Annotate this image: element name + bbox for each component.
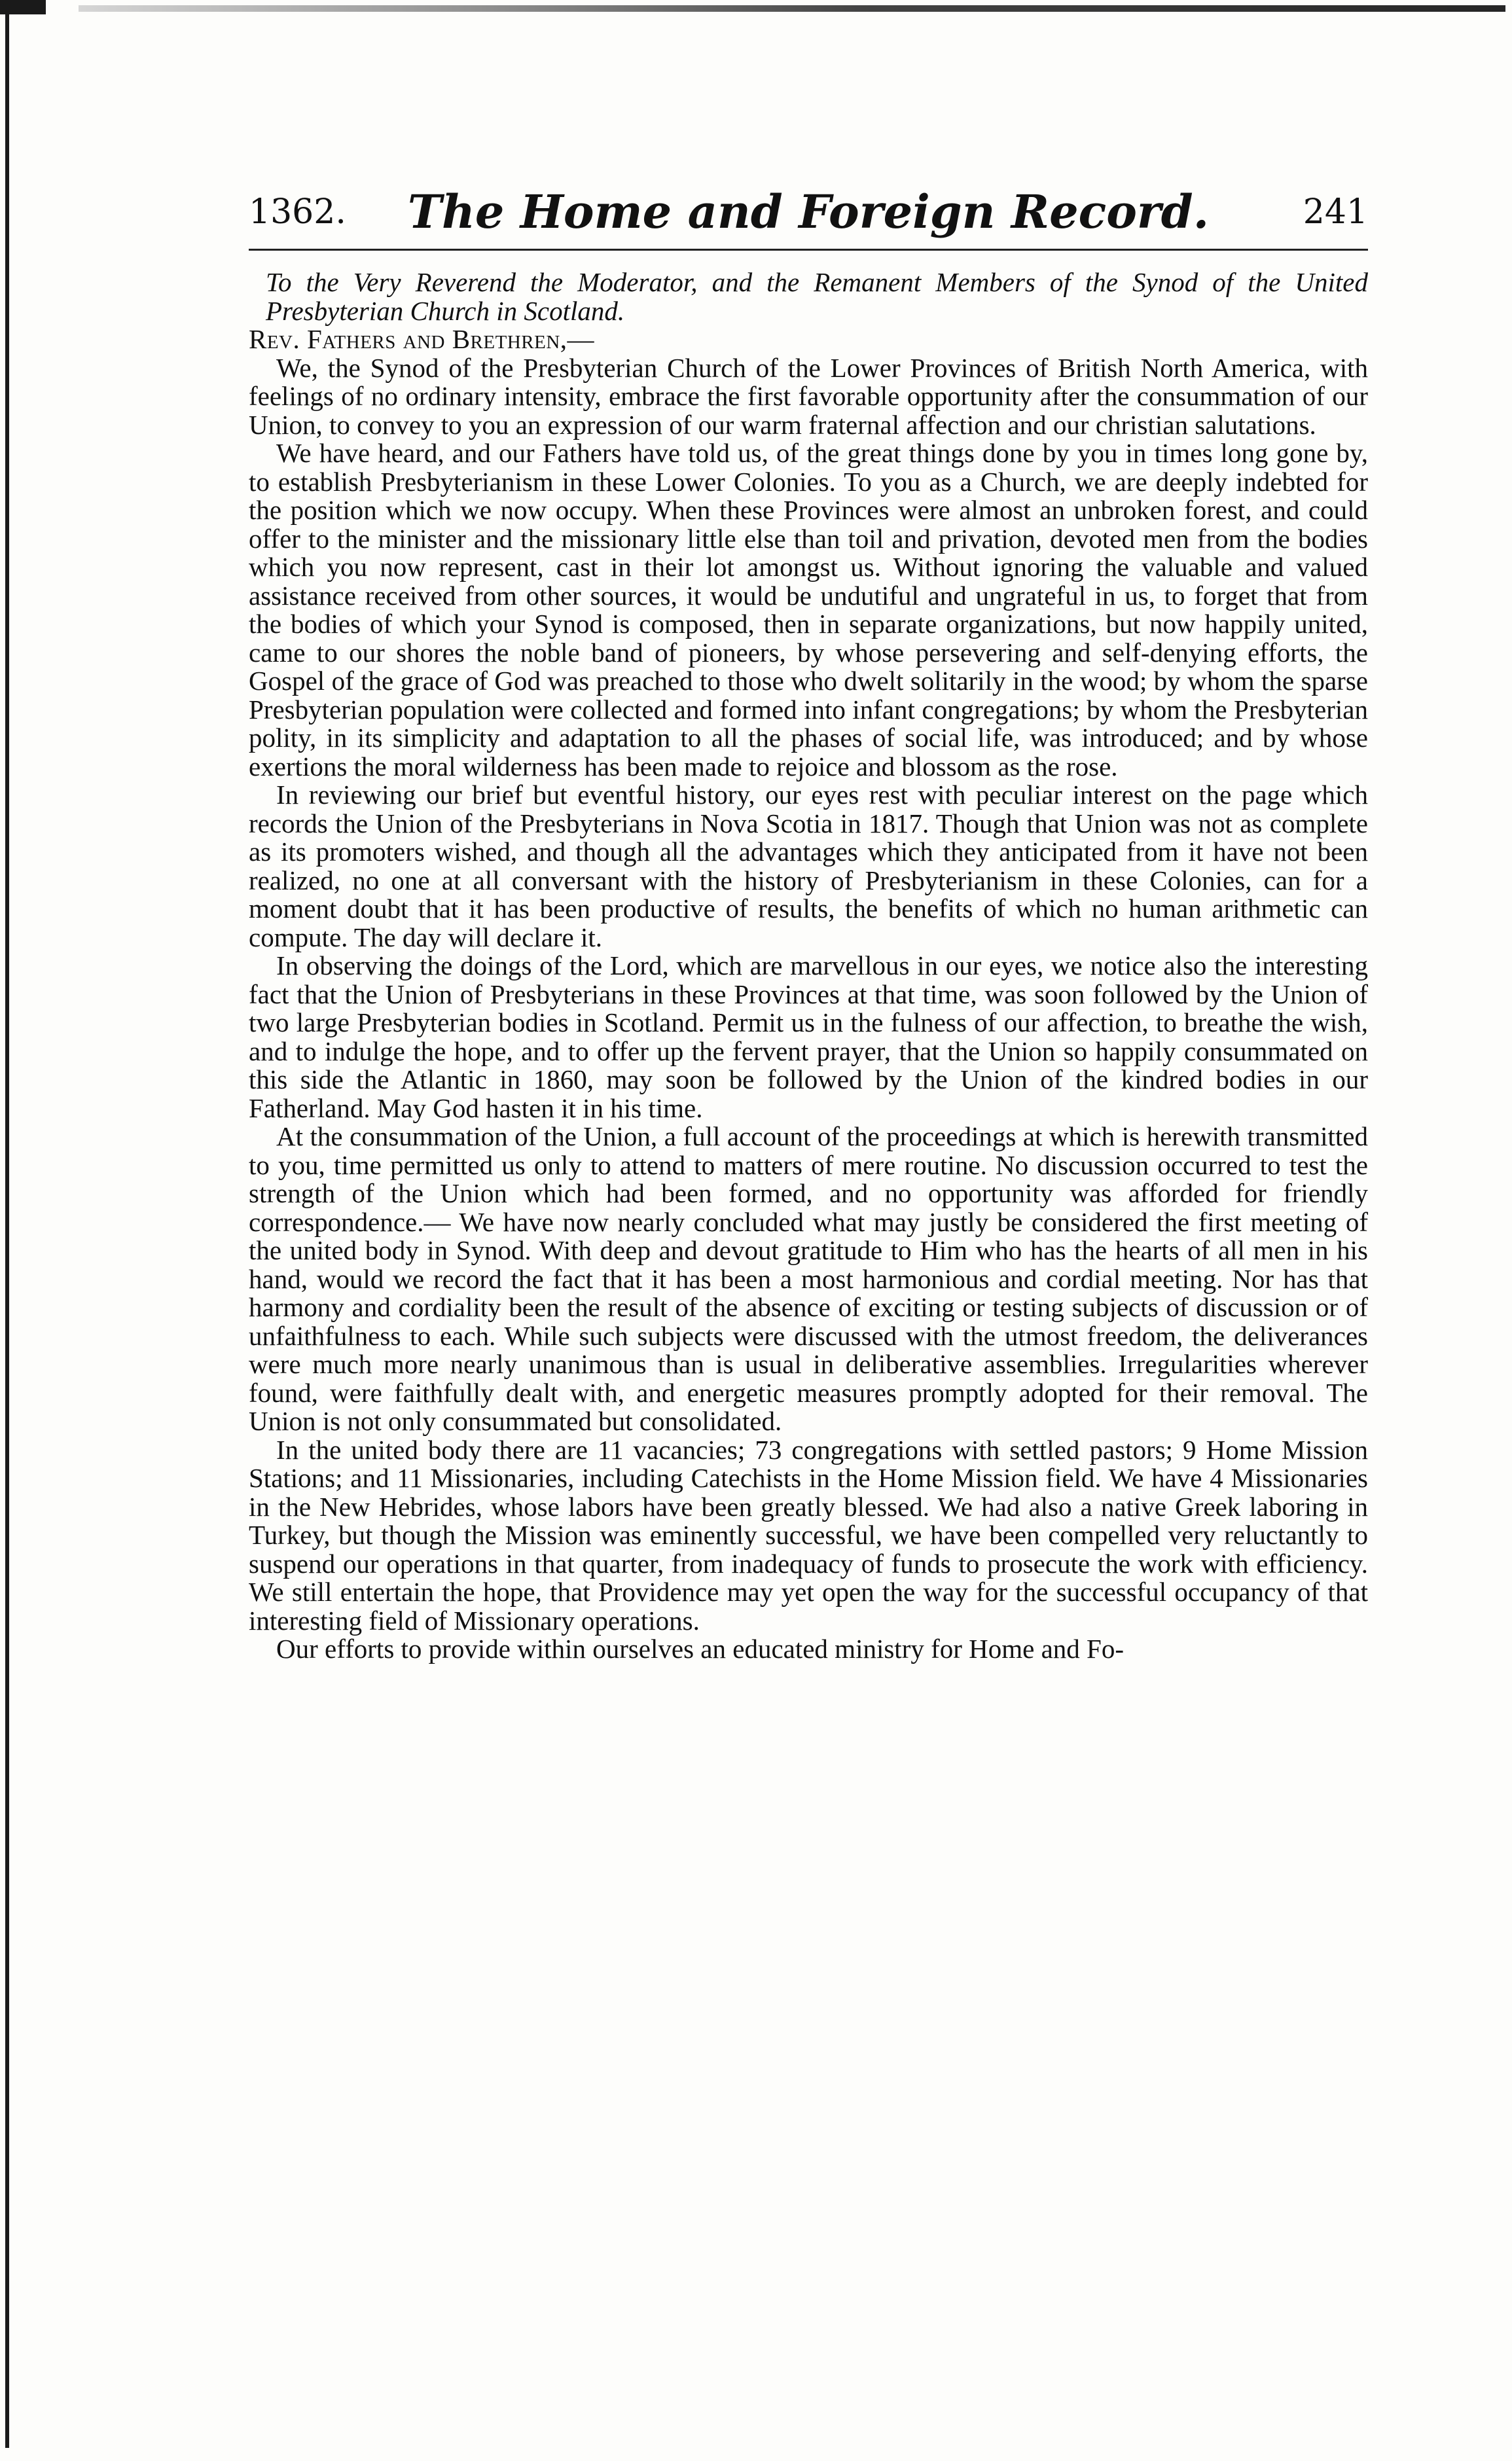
article-body (249, 268, 1368, 1664)
paragraph: In the united body there are 11 vacancies; 73 congregations with settled pastors; 9 Home Mission Stations; and 11 Missionaries, including Catechists in the Home Mission field. We have 4 Missionaries in the New Hebrides, whose labors have been greatly blessed. We had also a native Greek laboring in Turkey, but though the Mission was eminently successful, we have been compelled very reluctantly to suspend our operations in that quarter, from inadequacy of funds to prosecute the work with efficiency. We still entertain the hope, that Providence may yet open the way for the successful occupancy of that interesting field of Missionary operations. (249, 1434, 1368, 1636)
paragraph: In reviewing our brief but eventful history, our eyes rest with peculiar interest on the page which records the Union of the Presbyterians in Nova Scotia in 1817. Though that Union was not as complete as its promoters wished, and though all the advantages which they anticipated from it have not been realized, no one at all conversant with the history of Presbyterianism in these Colonies, can for a moment doubt that it has been productive of results, the benefits of which no human arithmetic can compute. The day will declare it. (249, 780, 1368, 952)
binding-edge-mark (0, 0, 46, 14)
running-header (249, 185, 1368, 243)
paragraph: Our efforts to provide within ourselves an educated ministry for Home and Fo- (276, 1634, 1125, 1664)
header-rule (249, 249, 1368, 251)
paragraph: We, the Synod of the Presbyterian Church of the Lower Provinces of British North America, with feelings of no ordinary intensity, embrace the first favorable opportunity after the consummation of our Union, to convey to you an expression of our warm fraternal affection and our christian salutations. (249, 352, 1368, 440)
binding-edge (5, 13, 9, 2448)
header-year: 1362. (249, 192, 346, 232)
paragraph: We have heard, and our Fathers have told us, of the great things done by you in times long gone by, to establish Presbyterianism in these Lower Colonies. To you as a Church, we are deeply indebted for the position which we now occupy. When these Provinces were almost an unbroken forest, and could offer to the minister and the missionary little else than toil and privation, devoted men from the bodies which you now represent, cast in their lot amongst us. Without ignoring the valuable and valued assistance received from other sources, it would be undutiful and ungrateful in us, to forget that from the bodies of which your Synod is composed, then in separate organizations, but now happily united, came to our shores the noble band of pioneers, by whose persevering and self-denying efforts, the Gospel of the grace of God was preached to those who dwelt solitarily in the wood; by whom the sparse Presbyterian population were collected and formed into infant congregations; by whom the Presbyterian polity, in its simplicity and adaptation to all the phases of social life, was introduced; and by whose exertions the moral wilderness has been made to rejoice and blossom as the rose. (249, 438, 1368, 781)
journal-title: The Home and Foreign Record. (407, 185, 1210, 239)
paragraph: At the consummation of the Union, a full account of the proceedings at which is herewith transmitted to you, time permitted us only to attend to matters of mere routine. No discussion occurred to test the strength of the Union which had been formed, and no opportunity was afforded for friendly correspondence.— We have now nearly concluded what may justly be considered the first meeting of the united body in Synod. With deep and devout gratitude to Him who has the hearts of all men in his hand, would we record the fact that it has been a most harmonious and cordial meeting. Nor has that harmony and cordiality been the result of the absence of exciting or testing subjects of discussion or of unfaithfulness to each. While such subjects were discussed with the utmost freedom, the deliverances were much more nearly unanimous than is usual in deliberative assemblies. Irregularities wherever found, were faithfully dealt with, and energetic measures promptly adopted for their removal. The Union is not only consummated but consolidated. (249, 1121, 1368, 1436)
paragraph: In observing the doings of the Lord, which are marvellous in our eyes, we notice also the interesting fact that the Union of Presbyterians in these Provinces at that time, was soon followed by the Union of two large Presbyterian bodies in Scotland. Permit us in the fulness of our affection, to breathe the wish, and to indulge the hope, and to offer up the fervent prayer, that the Union so happily consummated on this side the Atlantic in 1860, may soon be followed by the Union of the kindred bodies in our Fatherland. May God hasten it in his time. (249, 950, 1368, 1123)
salutation: Rev. Fathers and Brethren,— (249, 324, 595, 354)
address-line: To the Very Reverend the Moderator, and the Remanent Members of the Synod of the United Presbyterian Church in Scotland. (266, 267, 1368, 326)
page-number: 241 (1303, 192, 1368, 232)
top-edge-decoration (79, 5, 1505, 12)
